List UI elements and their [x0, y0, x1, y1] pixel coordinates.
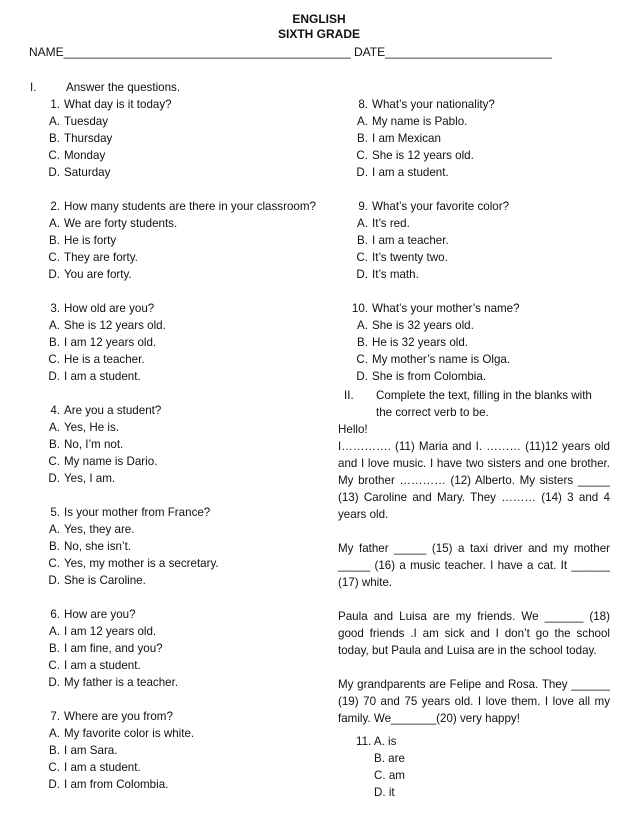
- section-number: II.: [344, 389, 354, 402]
- page-title: ENGLISH: [292, 12, 346, 26]
- answer-option: [30, 555, 330, 572]
- option-letter: D.: [48, 370, 60, 383]
- question-text: Is your mother from France?: [64, 506, 211, 519]
- option-text: Yes, I am.: [64, 472, 116, 485]
- option-letter: C.: [356, 353, 368, 366]
- answer-option: [338, 334, 610, 351]
- option-letter: B.: [49, 642, 60, 655]
- option-text: I am 12 years old.: [64, 336, 157, 349]
- option-letter: A.: [49, 217, 60, 230]
- answer-option: [30, 538, 330, 555]
- question-number: 8.: [358, 98, 368, 111]
- section-instruction: Complete the text, filling in the blanks with the correct verb to be.: [376, 389, 592, 419]
- question-block: [30, 96, 330, 198]
- answer-option: [30, 351, 330, 368]
- answer-option: [338, 130, 610, 147]
- option-letter: D.: [48, 574, 60, 587]
- answer-option: [30, 657, 330, 674]
- option-text: Yes, they are.: [64, 523, 135, 536]
- question-block: [30, 198, 330, 300]
- question: [338, 198, 610, 215]
- option-text: She is 12 years old.: [64, 319, 166, 332]
- option-letter: C.: [356, 149, 368, 162]
- answer-option: [30, 453, 330, 470]
- question-block: [30, 708, 330, 810]
- option-letter: A.: [49, 727, 60, 740]
- section-1-heading: [30, 79, 330, 96]
- question-block: [338, 96, 610, 198]
- name-date-line: NAME___________________________________________ DATE_________________________: [29, 45, 552, 59]
- option-text: My name is Pablo.: [372, 115, 468, 128]
- question-number: 2.: [50, 200, 60, 213]
- option-letter: B.: [49, 744, 60, 757]
- answer-option: [338, 266, 610, 283]
- option-text: No, I’m not.: [64, 438, 124, 451]
- option-letter: A.: [49, 625, 60, 638]
- answer-option: [338, 147, 610, 164]
- option-text: I am Sara.: [64, 744, 118, 757]
- paragraph: My grandparents are Felipe and Rosa. They ______ (19) 70 and 75 years old. I love them. I love all my family. We_______(20) very happy!: [338, 678, 610, 725]
- answer-option: [30, 232, 330, 249]
- question: [30, 96, 330, 113]
- option-text: I am Mexican: [372, 132, 441, 145]
- answer-option: [30, 470, 330, 487]
- answer-option: [30, 266, 330, 283]
- option-letter: C.: [48, 353, 60, 366]
- answer-block-11: [338, 733, 610, 801]
- option-text: She is Caroline.: [64, 574, 146, 587]
- question-text: What’s your favorite color?: [372, 200, 510, 213]
- option-text: Monday: [64, 149, 106, 162]
- question: [30, 708, 330, 725]
- answer-option: [30, 164, 330, 181]
- option-letter: C.: [48, 455, 60, 468]
- option-letter: A.: [357, 115, 368, 128]
- option-letter: D.: [48, 268, 60, 281]
- question: [30, 504, 330, 521]
- option-letter: B.: [357, 234, 368, 247]
- answer-option: [30, 742, 330, 759]
- answer-option: [30, 623, 330, 640]
- question-number: 3.: [50, 302, 60, 315]
- option-letter: A.: [49, 523, 60, 536]
- answer-option: [30, 147, 330, 164]
- answer-option: [338, 351, 610, 368]
- option-letter: B.: [357, 336, 368, 349]
- option-text: She is 32 years old.: [372, 319, 474, 332]
- option-letter: A.: [49, 421, 60, 434]
- option-letter: B.: [357, 132, 368, 145]
- question-number: 10.: [351, 302, 368, 315]
- option-text: I am a student.: [372, 166, 449, 179]
- left-column: [30, 79, 330, 810]
- question-block: [338, 300, 610, 387]
- question-text: How many students are there in your classroom?: [64, 200, 316, 213]
- answer-option: [30, 436, 330, 453]
- answer-option: [30, 674, 330, 691]
- greeting: Hello!: [338, 423, 368, 436]
- option-letter: C.: [48, 251, 60, 264]
- answer-option: [30, 334, 330, 351]
- question: [30, 606, 330, 623]
- option-letter: C.: [356, 251, 368, 264]
- option-text: I am a teacher.: [372, 234, 449, 247]
- option-letter: D.: [48, 778, 60, 791]
- option-letter: D.: [356, 166, 368, 179]
- option-text: My name is Dario.: [64, 455, 158, 468]
- answer-option: [30, 368, 330, 385]
- option-letter: B.: [49, 234, 60, 247]
- option-text: He is forty: [64, 234, 117, 247]
- question-text: How are you?: [64, 608, 136, 621]
- question: [30, 300, 330, 317]
- option-letter: B.: [49, 132, 60, 145]
- section-2-heading: [344, 387, 610, 421]
- option-text: No, she isn’t.: [64, 540, 132, 553]
- option-letter: D.: [48, 166, 60, 179]
- question-block: [30, 504, 330, 606]
- option-letter: A.: [357, 319, 368, 332]
- question-block: [30, 606, 330, 708]
- right-column: [338, 96, 610, 801]
- question-number: 7.: [50, 710, 60, 723]
- option-text: They are forty.: [64, 251, 138, 264]
- answer-option: [30, 759, 330, 776]
- question-text: What day is it today?: [64, 98, 172, 111]
- option-text: He is 32 years old.: [372, 336, 469, 349]
- answer-option: [30, 725, 330, 742]
- option-text: I am a student.: [64, 370, 141, 383]
- question-text: What’s your nationality?: [372, 98, 495, 111]
- option-letter: B.: [49, 438, 60, 451]
- page-subtitle: SIXTH GRADE: [277, 27, 360, 41]
- option-text: It’s red.: [372, 217, 410, 230]
- section-number: I.: [30, 81, 37, 94]
- option-text: It’s twenty two.: [372, 251, 448, 264]
- question: [30, 402, 330, 419]
- option-letter: A.: [49, 319, 60, 332]
- option-text: Yes, my mother is a secretary.: [64, 557, 219, 570]
- question-text: Are you a student?: [64, 404, 162, 417]
- option-text: Saturday: [64, 166, 111, 179]
- option-text: Tuesday: [64, 115, 109, 128]
- answer-option: [30, 215, 330, 232]
- answer-option: [30, 249, 330, 266]
- option-text: My father is a teacher.: [64, 676, 179, 689]
- option-text: You are forty.: [64, 268, 132, 281]
- question-block: [30, 402, 330, 504]
- answer-option: [338, 317, 610, 334]
- question-number: 5.: [50, 506, 60, 519]
- option-letter: B.: [49, 336, 60, 349]
- paragraph: Paula and Luisa are my friends. We ______ (18) good friends .I am sick and I don’t go the school today, but Paula and Luisa are in the school today.: [338, 610, 610, 657]
- answer-option: C. am: [374, 769, 405, 782]
- option-text: I am a student.: [64, 761, 141, 774]
- answer-option: [338, 164, 610, 181]
- answer-option: [30, 572, 330, 589]
- option-letter: D.: [356, 370, 368, 383]
- answer-option: [30, 113, 330, 130]
- option-letter: D.: [48, 472, 60, 485]
- question-text: How old are you?: [64, 302, 155, 315]
- option-text: My favorite color is white.: [64, 727, 195, 740]
- question-number: 6.: [50, 608, 60, 621]
- option-letter: B.: [49, 540, 60, 553]
- option-text: We are forty students.: [64, 217, 178, 230]
- question-block: [338, 198, 610, 300]
- section-instruction: Answer the questions.: [66, 81, 181, 94]
- answer-option: B. are: [374, 752, 405, 765]
- paragraph: My father _____ (15) a taxi driver and my mother _____ (16) a music teacher. I have a cat. It ______ (17) white.: [338, 542, 610, 589]
- option-letter: C.: [48, 149, 60, 162]
- option-text: I am from Colombia.: [64, 778, 169, 791]
- answer-option: [30, 419, 330, 436]
- question: [30, 198, 330, 215]
- paragraph: I…………. (11) Maria and I. ……… (11)12 years old and I love music. I have two sisters and one brother. My brother ………… (12) Alberto. My sisters _____ (13) Caroline and Mary. They ……… (14) 3 and 4 years old.: [338, 440, 610, 521]
- option-text: She is 12 years old.: [372, 149, 474, 162]
- answer-option: [338, 232, 610, 249]
- answer-head: 11. A. is: [356, 735, 397, 748]
- question-block: [30, 300, 330, 402]
- option-text: I am fine, and you?: [64, 642, 163, 655]
- option-text: Thursday: [64, 132, 113, 145]
- answer-option: [30, 776, 330, 793]
- answer-option: [338, 215, 610, 232]
- question-text: Where are you from?: [64, 710, 173, 723]
- option-letter: A.: [49, 115, 60, 128]
- option-letter: C.: [48, 557, 60, 570]
- answer-option: [30, 640, 330, 657]
- answer-option: D. it: [374, 786, 395, 799]
- answer-option: [30, 521, 330, 538]
- option-text: It’s math.: [372, 268, 419, 281]
- option-letter: D.: [356, 268, 368, 281]
- answer-option: [338, 113, 610, 130]
- question-number: 4.: [50, 404, 60, 417]
- option-text: He is a teacher.: [64, 353, 145, 366]
- option-letter: C.: [48, 659, 60, 672]
- answer-option: [338, 249, 610, 266]
- option-text: My mother’s name is Olga.: [372, 353, 511, 366]
- option-letter: D.: [48, 676, 60, 689]
- option-text: I am 12 years old.: [64, 625, 157, 638]
- question: [338, 96, 610, 113]
- answer-option: [338, 368, 610, 385]
- option-text: She is from Colombia.: [372, 370, 487, 383]
- option-text: I am a student.: [64, 659, 141, 672]
- option-letter: A.: [357, 217, 368, 230]
- option-text: Yes, He is.: [64, 421, 119, 434]
- answer-option: [30, 317, 330, 334]
- question: [338, 300, 610, 317]
- question-number: 9.: [358, 200, 368, 213]
- answer-option: [30, 130, 330, 147]
- option-letter: C.: [48, 761, 60, 774]
- question-text: What’s your mother’s name?: [372, 302, 520, 315]
- question-number: 1.: [50, 98, 60, 111]
